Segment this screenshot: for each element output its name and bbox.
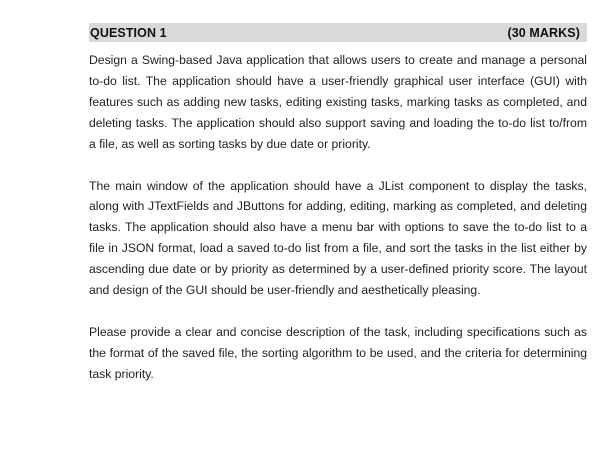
paragraph-task-overview: Design a Swing-based Java application that allows users to create and manage a personal to-do list. The application should have a user-friendly graphical user interface (GUI) with features such as adding new tasks, editing existing tasks, marking tasks as completed, and deleting tasks. The application should also support saving and loading the to-do list to/from a file, as well as sorting tasks by due date or priority. xyxy=(89,53,587,151)
question-document xyxy=(89,23,587,385)
paragraph-description-request: Please provide a clear and concise description of the task, including specifications such as the format of the saved file, the sorting algorithm to be used, and the criteria for determining task priority. xyxy=(89,324,587,381)
question-header xyxy=(89,23,587,42)
question-marks: (30 MARKS) xyxy=(507,25,580,40)
question-title: QUESTION 1 xyxy=(90,25,167,40)
paragraph-main-window: The main window of the application should have a JList component to display the tasks, along with JTextFields and JButtons for adding, editing, marking as completed, and deleting tasks. The application should also have a menu bar with options to save the to-do list to a file in JSON format, load a saved to-do list from a file, and sort the tasks in the list either by ascending due date or by priority as determined by a user-defined priority score. The layout and design of the GUI should be user-friendly and aesthetically pleasing. xyxy=(89,178,587,298)
